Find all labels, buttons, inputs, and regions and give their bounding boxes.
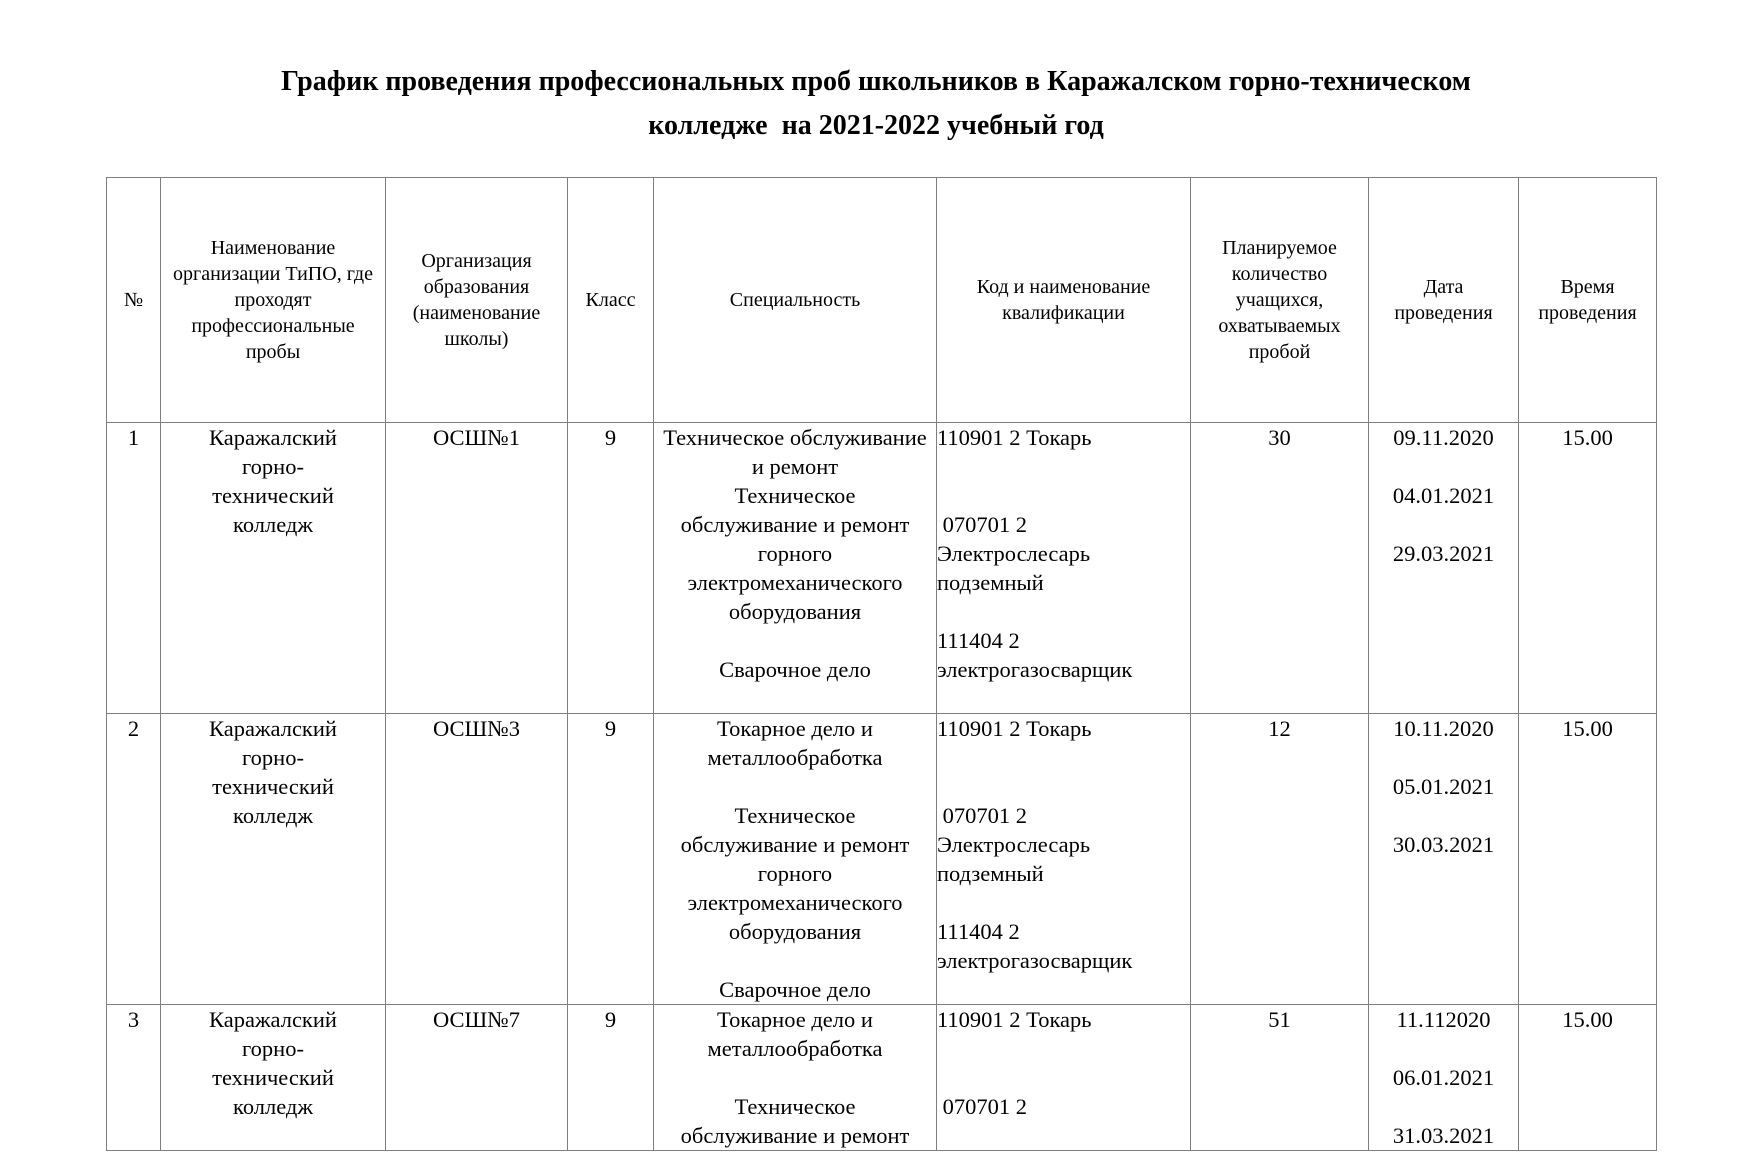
header-num: № bbox=[107, 178, 161, 423]
cell-school: ОСШ№1 bbox=[386, 423, 568, 714]
specialty-3: Сварочное дело bbox=[719, 977, 871, 1002]
cell-school: ОСШ№3 bbox=[386, 714, 568, 1005]
specialty-1: Токарное дело и металлообработка bbox=[707, 716, 883, 770]
cell-num: 2 bbox=[107, 714, 161, 1005]
cell-num: 1 bbox=[107, 423, 161, 714]
cell-time: 15.00 bbox=[1519, 714, 1657, 1005]
date-1: 11.112020 bbox=[1396, 1007, 1491, 1032]
qualification-1: 110901 2 Токарь bbox=[937, 716, 1092, 741]
qualification-3: 111404 2 электрогазосварщик bbox=[937, 919, 1133, 973]
specialty-2: Техническое обслуживание и ремонт горного электромеханического оборудования bbox=[680, 483, 910, 624]
header-time: Время проведения bbox=[1519, 178, 1657, 423]
cell-students: 30 bbox=[1191, 423, 1369, 714]
cell-specialty bbox=[654, 1005, 937, 1151]
qualification-2: 070701 2 Электрослесарь подземный bbox=[937, 803, 1091, 886]
header-org: Наименование организации ТиПО, где проходят профессиональные пробы bbox=[161, 178, 386, 423]
cell-grade: 9 bbox=[568, 714, 654, 1005]
header-school: Организация образования (наименование школы) bbox=[386, 178, 568, 423]
cell-grade: 9 bbox=[568, 1005, 654, 1151]
cell-specialty bbox=[654, 423, 937, 714]
cell-dates bbox=[1369, 1005, 1519, 1151]
spacer bbox=[937, 888, 1190, 917]
cell-school: ОСШ№7 bbox=[386, 1005, 568, 1151]
header-date: Дата проведения bbox=[1369, 178, 1519, 423]
header-students: Планируемое количество учащихся, охватываемых пробой bbox=[1191, 178, 1369, 423]
document-title bbox=[0, 60, 1752, 148]
date-3: 31.03.2021 bbox=[1392, 1123, 1495, 1148]
specialty-2: Техническое обслуживание и ремонт bbox=[680, 1094, 910, 1148]
qualification-1: 110901 2 Токарь bbox=[937, 425, 1092, 450]
qualification-2: 070701 2 Электрослесарь подземный bbox=[937, 512, 1091, 595]
title-line-1: График проведения профессиональных проб школьников в Каражалском горно-техническом bbox=[281, 66, 1471, 97]
title-line-2: колледже на 2021-2022 учебный год bbox=[648, 110, 1104, 141]
spacer bbox=[660, 1063, 930, 1092]
header-qualification: Код и наименование квалификации bbox=[937, 178, 1191, 423]
cell-time: 15.00 bbox=[1519, 1005, 1657, 1151]
date-2: 05.01.2021 bbox=[1392, 774, 1495, 799]
cell-dates bbox=[1369, 423, 1519, 714]
date-2: 06.01.2021 bbox=[1392, 1065, 1495, 1090]
date-1: 09.11.2020 bbox=[1393, 425, 1494, 450]
cell-specialty bbox=[654, 714, 937, 1005]
cell-qualification bbox=[937, 1005, 1191, 1151]
cell-org: Каражалский горно-технический колледж bbox=[161, 423, 386, 714]
specialty-3: Сварочное дело bbox=[719, 657, 871, 682]
spacer bbox=[660, 772, 930, 801]
cell-students: 12 bbox=[1191, 714, 1369, 1005]
date-3: 30.03.2021 bbox=[1392, 832, 1495, 857]
cell-qualification bbox=[937, 714, 1191, 1005]
cell-grade: 9 bbox=[568, 423, 654, 714]
cell-org: Каражалский горно-технический колледж bbox=[161, 1005, 386, 1151]
spacer bbox=[660, 626, 930, 655]
qualification-2: 070701 2 bbox=[937, 1094, 1027, 1119]
spacer bbox=[937, 743, 1190, 801]
cell-qualification bbox=[937, 423, 1191, 714]
qualification-3: 111404 2 электрогазосварщик bbox=[937, 628, 1133, 682]
table-row bbox=[107, 714, 1657, 1005]
date-3: 29.03.2021 bbox=[1392, 541, 1495, 566]
schedule-table bbox=[106, 177, 1657, 1151]
header-grade: Класс bbox=[568, 178, 654, 423]
cell-org: Каражалский горно-технический колледж bbox=[161, 714, 386, 1005]
cell-dates bbox=[1369, 714, 1519, 1005]
cell-num: 3 bbox=[107, 1005, 161, 1151]
spacer bbox=[937, 452, 1190, 510]
table-row bbox=[107, 1005, 1657, 1151]
spacer bbox=[660, 946, 930, 975]
spacer bbox=[937, 1034, 1190, 1092]
specialty-1: Токарное дело и металлообработка bbox=[707, 1007, 883, 1061]
qualification-1: 110901 2 Токарь bbox=[937, 1007, 1092, 1032]
date-2: 04.01.2021 bbox=[1392, 483, 1495, 508]
header-specialty: Специальность bbox=[654, 178, 937, 423]
spacer bbox=[937, 597, 1190, 626]
specialty-1: Техническое обслуживание и ремонт bbox=[663, 425, 927, 479]
cell-time: 15.00 bbox=[1519, 423, 1657, 714]
specialty-2: Техническое обслуживание и ремонт горного электромеханического оборудования bbox=[680, 803, 910, 944]
cell-students: 51 bbox=[1191, 1005, 1369, 1151]
table-header-row bbox=[107, 178, 1657, 423]
date-1: 10.11.2020 bbox=[1393, 716, 1494, 741]
table-row bbox=[107, 423, 1657, 714]
